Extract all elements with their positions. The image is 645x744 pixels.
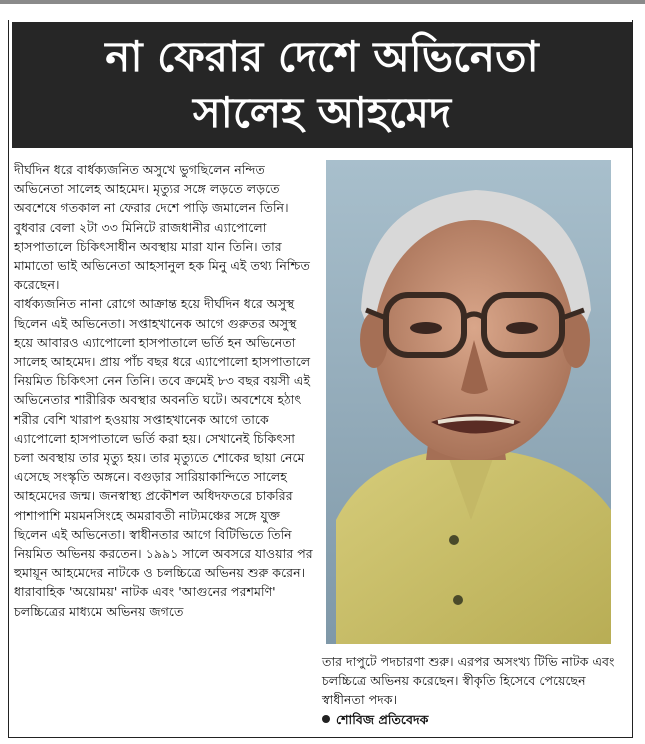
bullet-icon: [322, 715, 330, 723]
portrait-photo: [326, 160, 611, 644]
article-paragraph-2: বার্ধক্যজনিত নানা রোগে আক্রান্ত হয়ে দীর্ঘদিন ধরে অসুস্থ ছিলেন এই অভিনেতা। সপ্তাহখানেক আগে গুরুতর অসুস্থ হয়ে আবারও এ্যাপোলো হাসপাতালে ভর্তি হন অভিনেতা সালেহ আহমেদ। প্রায় পাঁচ বছর ধরে এ্যাপোলো হাসপাতালে নিয়মিত চিকিৎসা নেন তিনি। তবে ক্রমেই ৮৩ বছর বয়সী এই অভিনেতার শারীরিক অবস্থার অবনতি ঘটে। অবশেষে হঠাৎ শরীর বেশি খারাপ হওয়ায় সপ্তাহখানেক আগে তাকে এ্যাপোলো হাসপাতালে ভর্তি করা হয়। সেখানেই চিকিৎসা চলা অবস্থায় তার মৃত্যু হয়। তার মৃত্যুতে শোকের ছায়া নেমে এসেছে সংস্কৃতি অঙ্গনে। বগুড়ার সারিয়াকান্দিতে সালেহ আহমেদের জন্ম। জনস্বাস্থ্য প্রকৌশল অধিদফতরে চাকরির পাশাপাশি ময়মনসিংহে অমরাবতী নাট্যমঞ্চের সঙ্গে যুক্ত ছিলেন এই অভিনেতা। স্বাধীনতার আগে বিটিভিতে তিনি নিয়মিত অভিনয় করতেন। ১৯৯১ সালে অবসরে যাওয়ার পর হুমায়ূন আহমেদের নাটকে ও চলচ্চিত্রে অভিনয় শুরু করেন।: [14, 296, 313, 581]
headline-line-2: সালেহ আহমেদ: [192, 88, 452, 137]
caption-text: তার দাপুটে পদচারণা শুরু। এরপর অসংখ্য টিভি নাটক এবং চলচ্চিত্রে অভিনয় করেছেন। স্বীকৃতি হিসেবে পেয়েছেন স্বাধীনতা পদক।: [322, 654, 615, 708]
article-body: [14, 160, 316, 621]
byline-text: শোবিজ প্রতিবেদক: [336, 711, 429, 727]
caption-column: [322, 652, 622, 729]
article-paragraph-1: দীর্ঘদিন ধরে বার্ধক্যজনিত অসুখে ভুগছিলেন নন্দিত অভিনেতা সালেহ আহমেদ। মৃত্যুর সঙ্গে লড়তে লড়তে অবশেষে গতকাল না ফেরার দেশে পাড়ি জমালেন তিনি। বুধবার বেলা ২টা ৩৩ মিনিটে রাজধানীর এ্যাপোলো হাসপাতালে চিকিৎসাধীন অবস্থায় মারা যান তিনি। তার মামাতো ভাই অভিনেতা আহসানুল হক মিনু এই তথ্য নিশ্চিত করেছেন।: [14, 162, 310, 293]
headline-line-1: না ফেরার দেশে অভিনেতা: [105, 32, 539, 81]
article-paragraph-3: ধারাবাহিক 'অয়োময়' নাটক এবং 'আগুনের পরশমণি' চলচ্চিত্রের মাধ্যমে অভিনয় জগতে: [14, 584, 276, 619]
headline-bar: [12, 22, 632, 148]
top-rule: [0, 0, 645, 4]
byline: [322, 710, 622, 729]
